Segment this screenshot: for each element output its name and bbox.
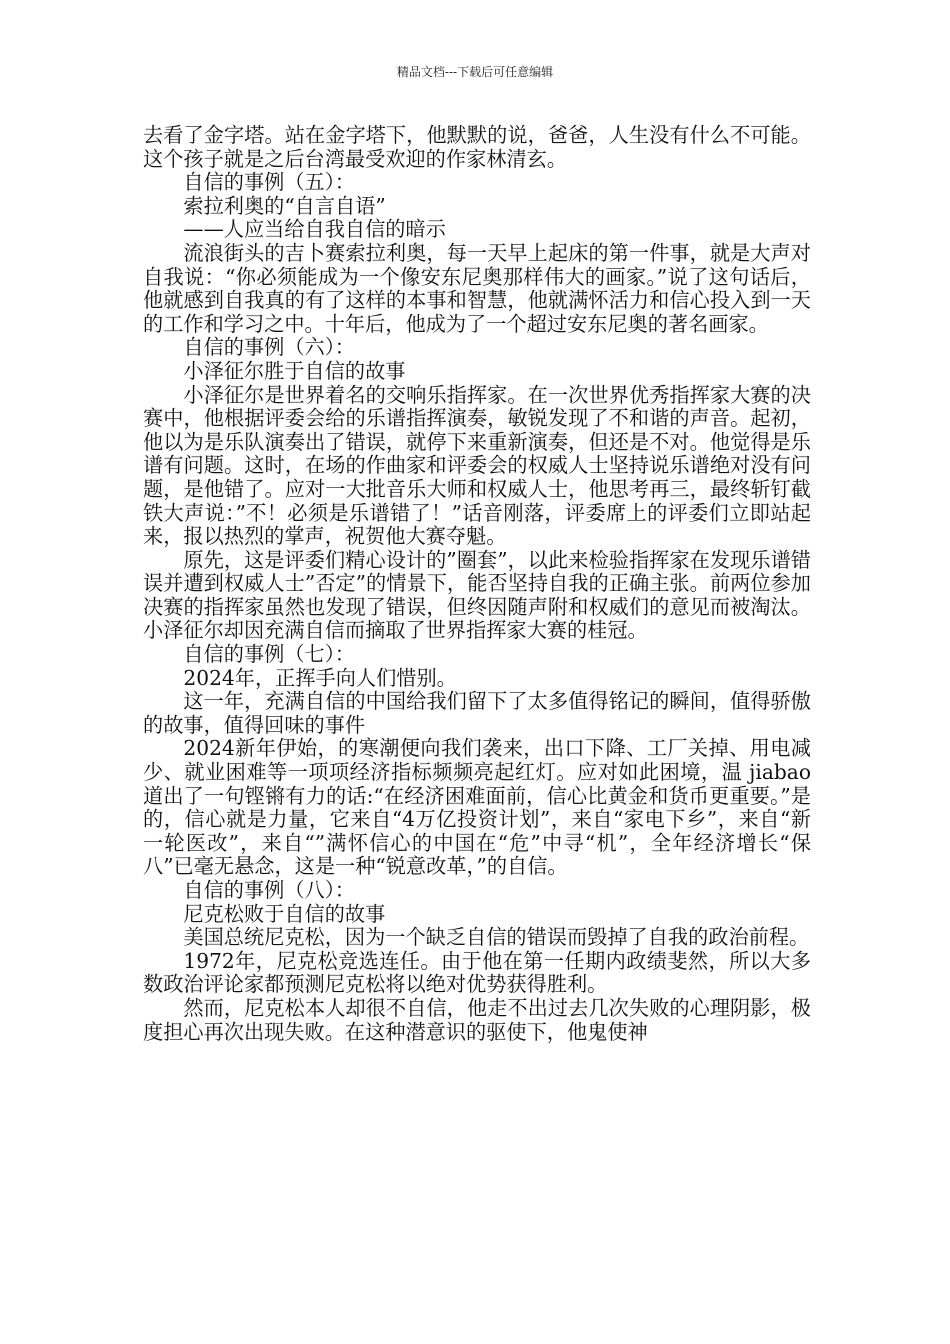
paragraph: 美国总统尼克松，因为一个缺乏自信的错误而毁掉了自我的政治前程。 [183, 925, 810, 950]
paragraph: 小泽征尔是世界着名的交响乐指挥家。在一次世界优秀指挥家大赛的决赛中，他根据评委会给的乐谱指挥演奏，敏锐发现了不和谐的声音。起初，他以为是乐队演奏出了错误，就停下来重新演奏，但还是不对。他觉得是乐谱有问题。这时，在场的作曲家和评委会的权威人士坚持说乐谱绝对没有问题，是他错了。应对一大批音乐大师和权威人士，他思考再三，最终斩钉截铁大声说：”不！必须是乐谱错了！”话音刚落，评委席上的评委们立即站起来，报以热烈的掌声，祝贺他大赛夺魁。 [143, 382, 811, 549]
paragraph: 1972年，尼克松竞选连任。由于他在第一任期内政绩斐然，所以大多数政治评论家都预测尼克松将以绝对优势获得胜利。 [143, 948, 811, 997]
paragraph: 这一年，充满自信的中国给我们留下了太多值得铭记的瞬间，值得骄傲的故事，值得回味的事件 [143, 689, 811, 737]
story-title: 小泽征尔胜于自信的故事 [183, 358, 406, 383]
story-subtitle: ——人应当给自我自信的暗示 [183, 217, 446, 242]
paragraph: 然而，尼克松本人却很不自信，他走不出过去几次失败的心理阴影，极度担心再次出现失败。在这种潜意识的驱使下，他鬼使神 [143, 995, 811, 1044]
paragraph: 2024新年伊始，的寒潮便向我们袭来，出口下降、工厂关掉、用电减少、就业困难等一项项经济指标频频亮起红灯。应对如此困境，温 jiabao 道出了一句铿锵有力的话:“在经济困难面前，信心比黄金和货币更重要。”是的，信心就是力量，它来自“4万亿投资计划”，来自“家电下乡”，来自“新一轮医改”，来自“”满怀信心的中国在“危”中寻“机”，全年经济增长“保八”已毫无悬念，这是一种“锐意改革，”的自信。 [143, 736, 811, 879]
section-heading: 自信的事例（六）： [183, 335, 355, 360]
story-title: 索拉利奥的“自言自语” [183, 193, 386, 218]
paragraph: 2024年，正挥手向人们惜别。 [183, 665, 457, 690]
story-title: 尼克松败于自信的故事 [183, 901, 386, 926]
paragraph: 去看了金字塔。站在金字塔下，他默默的说，爸爸，人生没有什么不可能。这个孩子就是之后台湾最受欢迎的作家林清玄。 [143, 123, 811, 171]
section-heading: 自信的事例（八）： [183, 878, 355, 902]
page-header: 精品文档---下载后可任意编辑 [396, 65, 554, 79]
section-heading: 自信的事例（七）： [183, 642, 355, 667]
section-heading: 自信的事例（五）： [183, 170, 355, 195]
paragraph: 原先，这是评委们精心设计的”圈套”，以此来检验指挥家在发现乐谱错误并遭到权威人士”否定”的情景下，能否坚持自我的正确主张。前两位参加决赛的指挥家虽然也发现了错误，但终因随声附和权威们的意见而被淘汰。小泽征尔却因充满自信而摘取了世界指挥家大赛的桂冠。 [143, 547, 811, 643]
document-body [143, 124, 811, 1044]
paragraph: 流浪街头的吉卜赛索拉利奥，每一天早上起床的第一件事，就是大声对自我说：“你必须能成为一个像安东尼奥那样伟大的画家。”说了这句话后，他就感到自我真的有了这样的本事和智慧，他就满怀活力和信心投入到一天的工作和学习之中。十年后，他成为了一个超过安东尼奥的著名画家。 [143, 240, 811, 336]
